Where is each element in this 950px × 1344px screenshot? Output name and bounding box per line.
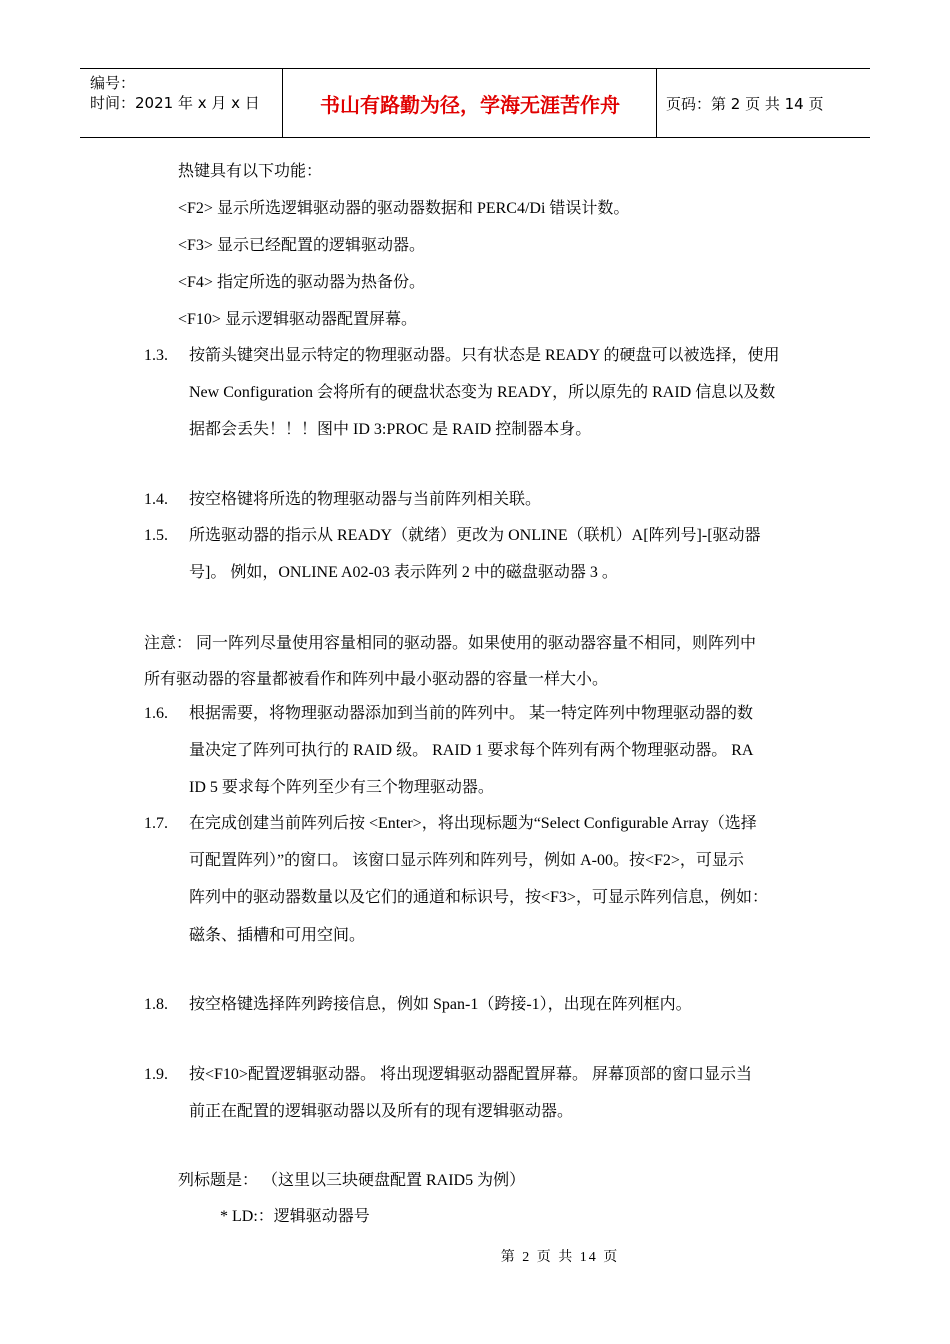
section-text: ID 5 要求每个阵列至少有三个物理驱动器。 (189, 779, 494, 796)
column-item: * LD:：逻辑驱动器号 (220, 1208, 370, 1225)
section-number: 1.8. (144, 996, 168, 1013)
page-header (80, 68, 870, 138)
section-text: 号]。 例如，ONLINE A02-03 表示阵列 2 中的磁盘驱动器 3 。 (189, 564, 618, 581)
section-text: 根据需要，将物理驱动器添加到当前的阵列中。 某一特定阵列中物理驱动器的数 (189, 705, 754, 722)
page-footer: 第 2 页 共 14 页 (500, 1250, 620, 1265)
section-text: 按空格键选择阵列跨接信息，例如 Span-1（跨接-1），出现在阵列框内。 (189, 996, 692, 1013)
hotkey-f2: <F2> 显示所选逻辑驱动器的驱动器数据和 PERC4/Di 错误计数。 (178, 200, 630, 217)
section-text: 所选驱动器的指示从 READY（就绪）更改为 ONLINE（联机）A[阵列号]-[驱动器 (189, 527, 761, 544)
section-text: 按<F10>配置逻辑驱动器。 将出现逻辑驱动器配置屏幕。 屏幕顶部的窗口显示当 (189, 1066, 752, 1083)
section-text: 阵列中的驱动器数量以及它们的通道和标识号，按<F3>，可显示阵列信息，例如： (189, 889, 768, 906)
section-text: 按箭头键突出显示特定的物理驱动器。只有状态是 READY 的硬盘可以被选择，使用 (189, 347, 780, 364)
header-divider (656, 69, 657, 137)
hotkey-f4: <F4> 指定所选的驱动器为热备份。 (178, 274, 425, 291)
header-meta (90, 73, 260, 113)
document-number-label: 编号： (90, 74, 136, 92)
section-number: 1.6. (144, 705, 168, 722)
section-text: New Configuration 会将所有的硬盘状态变为 READY，所以原先的 RAID 信息以及数 (189, 384, 776, 401)
column-title: 列标题是： （这里以三块硬盘配置 RAID5 为例） (178, 1172, 526, 1189)
section-text: 按空格键将所选的物理驱动器与当前阵列相关联。 (189, 491, 542, 508)
header-motto: 书山有路勤为径，学海无涯苦作舟 (320, 92, 620, 117)
intro-text: 热键具有以下功能： (178, 163, 323, 180)
section-text: 前正在配置的逻辑驱动器以及所有的现有逻辑驱动器。 (189, 1103, 574, 1120)
section-number: 1.5. (144, 527, 168, 544)
section-text: 磁条、插槽和可用空间。 (189, 927, 366, 944)
hotkey-f10: <F10> 显示逻辑驱动器配置屏幕。 (178, 311, 417, 328)
section-number: 1.3. (144, 347, 168, 364)
section-text: 量决定了阵列可执行的 RAID 级。 RAID 1 要求每个阵列有两个物理驱动器。 RA (189, 742, 754, 759)
section-text: 可配置阵列）”的窗口。 该窗口显示阵列和阵列号，例如 A-00。按<F2>，可显示 (189, 852, 744, 869)
header-divider (282, 69, 283, 137)
document-time-label: 时间：2021 年 x 月 x 日 (90, 94, 260, 112)
section-text: 在完成创建当前阵列后按 <Enter>，将出现标题为“Select Configurable Array（选择 (189, 815, 757, 832)
header-page-info: 页码：第 2 页 共 14 页 (666, 94, 824, 113)
section-number: 1.9. (144, 1066, 168, 1083)
section-number: 1.4. (144, 491, 168, 508)
section-text: 据都会丢失！！！图中 ID 3:PROC 是 RAID 控制器本身。 (189, 421, 592, 438)
note-text: 注意： 同一阵列尽量使用容量相同的驱动器。如果使用的驱动器容量不相同，则阵列中 (144, 635, 757, 652)
note-text: 所有驱动器的容量都被看作和阵列中最小驱动器的容量一样大小。 (144, 671, 609, 688)
hotkey-f3: <F3> 显示已经配置的逻辑驱动器。 (178, 237, 425, 254)
section-number: 1.7. (144, 815, 168, 832)
